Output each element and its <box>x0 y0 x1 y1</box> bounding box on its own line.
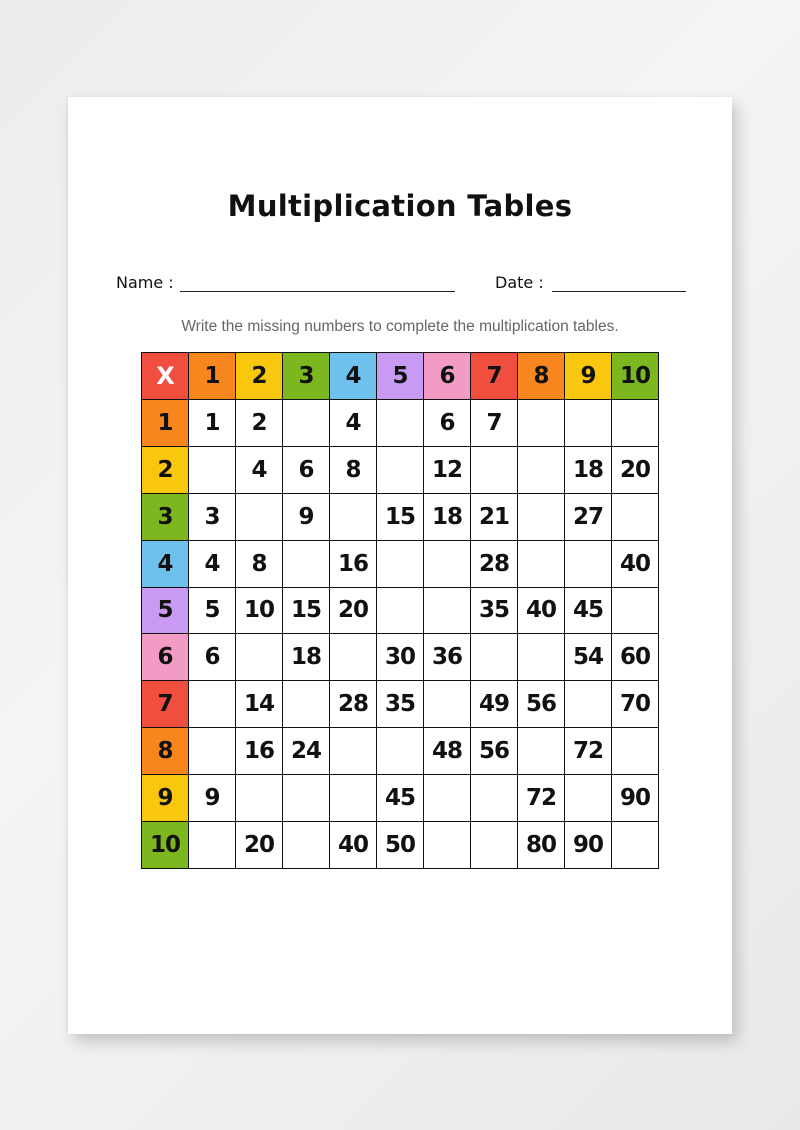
row-header: 3 <box>142 494 189 541</box>
blank-answer-cell[interactable] <box>283 681 330 728</box>
corner-cell: X <box>142 353 189 400</box>
blank-answer-cell[interactable] <box>189 447 236 494</box>
blank-answer-cell[interactable] <box>377 400 424 447</box>
answer-cell: 6 <box>424 400 471 447</box>
answer-cell: 35 <box>377 681 424 728</box>
blank-answer-cell[interactable] <box>236 775 283 822</box>
blank-answer-cell[interactable] <box>612 588 659 635</box>
answer-cell: 49 <box>471 681 518 728</box>
answer-cell: 15 <box>377 494 424 541</box>
answer-cell: 4 <box>330 400 377 447</box>
answer-cell: 54 <box>565 634 612 681</box>
answer-cell: 72 <box>518 775 565 822</box>
answer-cell: 70 <box>612 681 659 728</box>
column-header: 8 <box>518 353 565 400</box>
blank-answer-cell[interactable] <box>424 588 471 635</box>
answer-cell: 6 <box>283 447 330 494</box>
answer-cell: 16 <box>330 541 377 588</box>
answer-cell: 45 <box>565 588 612 635</box>
row-header: 4 <box>142 541 189 588</box>
blank-answer-cell[interactable] <box>377 728 424 775</box>
blank-answer-cell[interactable] <box>471 634 518 681</box>
column-header: 3 <box>283 353 330 400</box>
blank-answer-cell[interactable] <box>189 728 236 775</box>
blank-answer-cell[interactable] <box>565 400 612 447</box>
answer-cell: 40 <box>330 822 377 869</box>
answer-cell: 6 <box>189 634 236 681</box>
row-header: 5 <box>142 588 189 635</box>
column-header: 9 <box>565 353 612 400</box>
answer-cell: 90 <box>565 822 612 869</box>
blank-answer-cell[interactable] <box>330 634 377 681</box>
blank-answer-cell[interactable] <box>424 541 471 588</box>
answer-cell: 80 <box>518 822 565 869</box>
column-header: 10 <box>612 353 659 400</box>
answer-cell: 40 <box>612 541 659 588</box>
answer-cell: 8 <box>330 447 377 494</box>
blank-answer-cell[interactable] <box>330 775 377 822</box>
answer-cell: 27 <box>565 494 612 541</box>
blank-answer-cell[interactable] <box>565 541 612 588</box>
blank-answer-cell[interactable] <box>377 447 424 494</box>
row-header: 1 <box>142 400 189 447</box>
answer-cell: 24 <box>283 728 330 775</box>
blank-answer-cell[interactable] <box>236 634 283 681</box>
answer-cell: 7 <box>471 400 518 447</box>
date-field[interactable] <box>552 291 686 292</box>
answer-cell: 48 <box>424 728 471 775</box>
answer-cell: 56 <box>518 681 565 728</box>
answer-cell: 20 <box>612 447 659 494</box>
column-header: 1 <box>189 353 236 400</box>
answer-cell: 10 <box>236 588 283 635</box>
answer-cell: 9 <box>283 494 330 541</box>
blank-answer-cell[interactable] <box>283 775 330 822</box>
blank-answer-cell[interactable] <box>236 494 283 541</box>
name-label: Name : <box>116 273 174 292</box>
column-header: 4 <box>330 353 377 400</box>
blank-answer-cell[interactable] <box>612 494 659 541</box>
answer-cell: 20 <box>330 588 377 635</box>
blank-answer-cell[interactable] <box>283 400 330 447</box>
blank-answer-cell[interactable] <box>330 728 377 775</box>
answer-cell: 9 <box>189 775 236 822</box>
answer-cell: 1 <box>189 400 236 447</box>
blank-answer-cell[interactable] <box>612 728 659 775</box>
answer-cell: 21 <box>471 494 518 541</box>
blank-answer-cell[interactable] <box>471 775 518 822</box>
blank-answer-cell[interactable] <box>612 822 659 869</box>
answer-cell: 4 <box>236 447 283 494</box>
date-label: Date : <box>495 273 544 292</box>
row-header: 2 <box>142 447 189 494</box>
row-header: 8 <box>142 728 189 775</box>
answer-cell: 45 <box>377 775 424 822</box>
answer-cell: 4 <box>189 541 236 588</box>
answer-cell: 72 <box>565 728 612 775</box>
blank-answer-cell[interactable] <box>518 447 565 494</box>
answer-cell: 14 <box>236 681 283 728</box>
blank-answer-cell[interactable] <box>283 822 330 869</box>
blank-answer-cell[interactable] <box>330 494 377 541</box>
name-field[interactable] <box>180 291 455 292</box>
row-header: 7 <box>142 681 189 728</box>
row-header: 9 <box>142 775 189 822</box>
column-header: 7 <box>471 353 518 400</box>
answer-cell: 8 <box>236 541 283 588</box>
row-header: 6 <box>142 634 189 681</box>
answer-cell: 18 <box>565 447 612 494</box>
column-header: 2 <box>236 353 283 400</box>
answer-cell: 56 <box>471 728 518 775</box>
blank-answer-cell[interactable] <box>424 822 471 869</box>
answer-cell: 3 <box>189 494 236 541</box>
answer-cell: 30 <box>377 634 424 681</box>
answer-cell: 15 <box>283 588 330 635</box>
blank-answer-cell[interactable] <box>377 541 424 588</box>
answer-cell: 50 <box>377 822 424 869</box>
blank-answer-cell[interactable] <box>518 400 565 447</box>
blank-answer-cell[interactable] <box>189 822 236 869</box>
multiplication-grid <box>141 352 659 869</box>
row-header: 10 <box>142 822 189 869</box>
answer-cell: 12 <box>424 447 471 494</box>
blank-answer-cell[interactable] <box>189 681 236 728</box>
blank-answer-cell[interactable] <box>518 494 565 541</box>
blank-answer-cell[interactable] <box>518 728 565 775</box>
column-header: 5 <box>377 353 424 400</box>
answer-cell: 5 <box>189 588 236 635</box>
answer-cell: 28 <box>471 541 518 588</box>
blank-answer-cell[interactable] <box>283 541 330 588</box>
page-title: Multiplication Tables <box>227 189 573 223</box>
blank-answer-cell[interactable] <box>518 541 565 588</box>
blank-answer-cell[interactable] <box>518 634 565 681</box>
answer-cell: 60 <box>612 634 659 681</box>
blank-answer-cell[interactable] <box>565 775 612 822</box>
answer-cell: 36 <box>424 634 471 681</box>
worksheet-page <box>68 97 732 1034</box>
blank-answer-cell[interactable] <box>565 681 612 728</box>
blank-answer-cell[interactable] <box>377 588 424 635</box>
answer-cell: 28 <box>330 681 377 728</box>
answer-cell: 20 <box>236 822 283 869</box>
blank-answer-cell[interactable] <box>424 681 471 728</box>
answer-cell: 16 <box>236 728 283 775</box>
answer-cell: 35 <box>471 588 518 635</box>
answer-cell: 18 <box>283 634 330 681</box>
blank-answer-cell[interactable] <box>471 447 518 494</box>
answer-cell: 40 <box>518 588 565 635</box>
column-header: 6 <box>424 353 471 400</box>
answer-cell: 90 <box>612 775 659 822</box>
answer-cell: 2 <box>236 400 283 447</box>
instructions-text: Write the missing numbers to complete the multiplication tables. <box>181 318 619 335</box>
blank-answer-cell[interactable] <box>612 400 659 447</box>
answer-cell: 18 <box>424 494 471 541</box>
blank-answer-cell[interactable] <box>424 775 471 822</box>
blank-answer-cell[interactable] <box>471 822 518 869</box>
